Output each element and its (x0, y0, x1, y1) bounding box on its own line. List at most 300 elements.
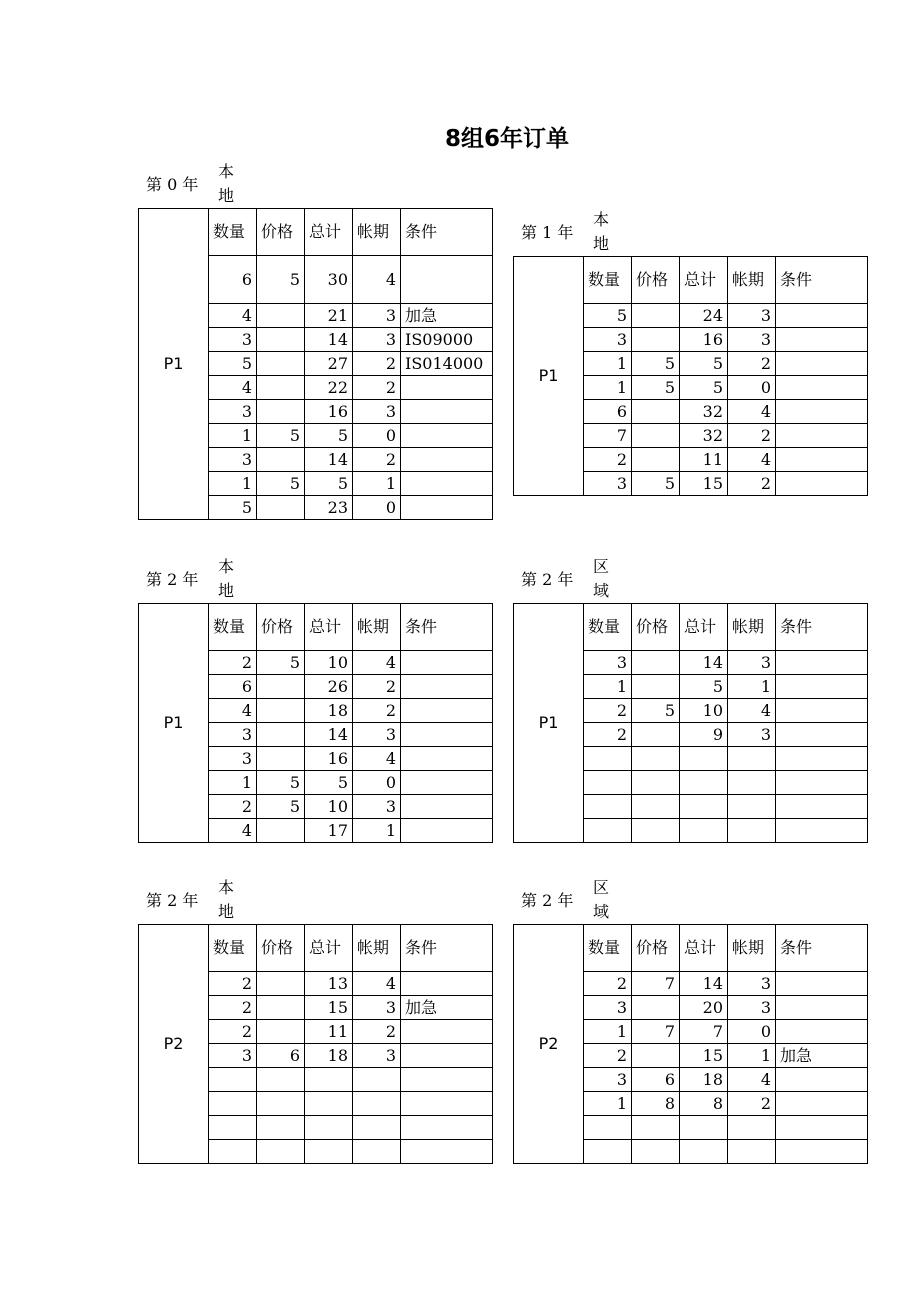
table-header-row (514, 604, 868, 651)
column-header: 条件 (776, 925, 868, 972)
value-cell: 2 (353, 699, 401, 723)
value-cell: 3 (353, 1044, 401, 1068)
condition-cell (401, 448, 493, 472)
value-cell (632, 651, 680, 675)
condition-cell (401, 1068, 493, 1092)
condition-cell (401, 699, 493, 723)
value-cell: 3 (728, 651, 776, 675)
value-cell: 5 (632, 376, 680, 400)
column-header: 帐期 (728, 925, 776, 972)
value-cell: 14 (680, 651, 728, 675)
value-cell: 2 (353, 376, 401, 400)
value-cell (257, 723, 305, 747)
value-cell (680, 771, 728, 795)
value-cell: 16 (305, 400, 353, 424)
value-cell: 3 (728, 328, 776, 352)
condition-cell: 加急 (401, 304, 493, 328)
condition-cell (776, 1020, 868, 1044)
condition-cell (776, 1068, 868, 1092)
condition-cell (776, 819, 868, 843)
value-cell: 17 (305, 819, 353, 843)
condition-cell (776, 771, 868, 795)
value-cell (257, 1068, 305, 1092)
value-cell (353, 1092, 401, 1116)
value-cell: 5 (680, 352, 728, 376)
order-block (513, 208, 868, 496)
column-header: 总计 (680, 925, 728, 972)
order-block (138, 160, 493, 520)
order-table (138, 208, 493, 520)
value-cell: 5 (680, 376, 728, 400)
value-cell (680, 747, 728, 771)
column-header: 数量 (209, 209, 257, 256)
value-cell: 0 (353, 771, 401, 795)
condition-cell (401, 747, 493, 771)
value-cell: 4 (353, 256, 401, 304)
region-label: 本地 (218, 162, 235, 205)
value-cell (632, 819, 680, 843)
value-cell: 27 (305, 352, 353, 376)
column-header: 价格 (257, 925, 305, 972)
value-cell: 3 (584, 472, 632, 496)
table-header-row (514, 257, 868, 304)
value-cell: 5 (680, 675, 728, 699)
value-cell: 2 (209, 996, 257, 1020)
value-cell: 7 (632, 1020, 680, 1044)
value-cell: 1 (584, 1092, 632, 1116)
value-cell (584, 747, 632, 771)
condition-cell (776, 472, 868, 496)
table-header-row (139, 604, 493, 651)
condition-cell (776, 376, 868, 400)
value-cell: 2 (728, 1092, 776, 1116)
value-cell: 3 (209, 400, 257, 424)
value-cell: 24 (680, 304, 728, 328)
value-cell: 5 (257, 472, 305, 496)
condition-cell (776, 1092, 868, 1116)
value-cell (632, 448, 680, 472)
value-cell: 2 (209, 1020, 257, 1044)
value-cell: 5 (305, 771, 353, 795)
block-header (513, 208, 868, 256)
value-cell: 5 (257, 651, 305, 675)
product-cell: P1 (139, 209, 209, 520)
condition-cell (401, 675, 493, 699)
value-cell (209, 1140, 257, 1164)
column-header: 数量 (584, 257, 632, 304)
value-cell (584, 1116, 632, 1140)
value-cell: 5 (257, 771, 305, 795)
condition-cell (776, 795, 868, 819)
condition-cell (401, 819, 493, 843)
value-cell (257, 328, 305, 352)
value-cell: 5 (632, 699, 680, 723)
column-header: 帐期 (728, 257, 776, 304)
value-cell: 22 (305, 376, 353, 400)
value-cell (257, 699, 305, 723)
value-cell: 3 (209, 747, 257, 771)
value-cell: 2 (584, 723, 632, 747)
year-label: 第 2 年 (146, 570, 199, 589)
value-cell: 4 (209, 699, 257, 723)
value-cell: 0 (728, 376, 776, 400)
region-label: 区域 (593, 878, 610, 921)
value-cell: 4 (728, 448, 776, 472)
column-header: 价格 (632, 257, 680, 304)
value-cell (584, 819, 632, 843)
value-cell: 5 (584, 304, 632, 328)
column-header: 价格 (632, 604, 680, 651)
value-cell: 1 (353, 819, 401, 843)
condition-cell (401, 424, 493, 448)
value-cell: 3 (584, 651, 632, 675)
condition-cell (776, 328, 868, 352)
column-header: 帐期 (353, 209, 401, 256)
value-cell: 5 (305, 424, 353, 448)
value-cell: 3 (728, 723, 776, 747)
value-cell: 11 (680, 448, 728, 472)
value-cell: 3 (584, 1068, 632, 1092)
product-cell: P2 (514, 925, 584, 1164)
product-cell: P2 (139, 925, 209, 1164)
value-cell: 5 (632, 472, 680, 496)
value-cell (257, 352, 305, 376)
value-cell: 15 (680, 1044, 728, 1068)
column-header: 总计 (680, 257, 728, 304)
value-cell: 0 (728, 1020, 776, 1044)
value-cell (632, 675, 680, 699)
value-cell: 10 (305, 651, 353, 675)
column-header: 帐期 (353, 925, 401, 972)
block-header (513, 555, 868, 603)
value-cell: 1 (209, 472, 257, 496)
value-cell (257, 972, 305, 996)
value-cell: 5 (209, 496, 257, 520)
value-cell (632, 304, 680, 328)
value-cell: 8 (680, 1092, 728, 1116)
column-header: 条件 (401, 925, 493, 972)
value-cell: 18 (305, 1044, 353, 1068)
value-cell: 1 (728, 1044, 776, 1068)
value-cell: 3 (584, 996, 632, 1020)
table-header-row (139, 209, 493, 256)
condition-cell (776, 747, 868, 771)
value-cell: 32 (680, 400, 728, 424)
value-cell: 1 (584, 352, 632, 376)
column-header: 总计 (305, 604, 353, 651)
column-header: 数量 (209, 604, 257, 651)
value-cell: 3 (209, 723, 257, 747)
value-cell (584, 1140, 632, 1164)
column-header: 条件 (776, 604, 868, 651)
condition-cell: IS014000 (401, 352, 493, 376)
value-cell: 2 (728, 472, 776, 496)
value-cell (209, 1068, 257, 1092)
value-cell (209, 1092, 257, 1116)
value-cell: 15 (305, 996, 353, 1020)
condition-cell (776, 699, 868, 723)
value-cell (728, 1140, 776, 1164)
condition-cell (401, 1092, 493, 1116)
column-header: 价格 (632, 925, 680, 972)
product-cell: P1 (514, 604, 584, 843)
value-cell (632, 400, 680, 424)
column-header: 价格 (257, 209, 305, 256)
value-cell: 18 (305, 699, 353, 723)
column-header: 总计 (305, 209, 353, 256)
value-cell: 2 (209, 972, 257, 996)
value-cell: 6 (632, 1068, 680, 1092)
value-cell (584, 795, 632, 819)
value-cell (680, 1140, 728, 1164)
value-cell: 2 (353, 352, 401, 376)
value-cell (257, 400, 305, 424)
value-cell: 13 (305, 972, 353, 996)
value-cell: 5 (209, 352, 257, 376)
value-cell: 5 (632, 352, 680, 376)
value-cell: 3 (728, 996, 776, 1020)
value-cell (305, 1092, 353, 1116)
value-cell: 4 (209, 819, 257, 843)
value-cell: 2 (728, 424, 776, 448)
condition-cell (401, 1116, 493, 1140)
value-cell: 8 (632, 1092, 680, 1116)
value-cell: 3 (353, 400, 401, 424)
column-header: 数量 (209, 925, 257, 972)
value-cell: 6 (257, 1044, 305, 1068)
condition-cell: 加急 (401, 996, 493, 1020)
value-cell (632, 771, 680, 795)
value-cell: 2 (353, 1020, 401, 1044)
value-cell: 5 (257, 256, 305, 304)
value-cell: 7 (632, 972, 680, 996)
value-cell: 5 (257, 424, 305, 448)
value-cell (257, 376, 305, 400)
value-cell: 3 (353, 795, 401, 819)
value-cell (728, 771, 776, 795)
condition-cell (776, 1140, 868, 1164)
condition-cell (776, 723, 868, 747)
value-cell (728, 1116, 776, 1140)
value-cell: 3 (209, 448, 257, 472)
year-label: 第 0 年 (146, 175, 199, 194)
value-cell (632, 996, 680, 1020)
value-cell (632, 747, 680, 771)
condition-cell (776, 448, 868, 472)
value-cell (257, 675, 305, 699)
value-cell (632, 424, 680, 448)
region-label: 本地 (218, 878, 235, 921)
value-cell (353, 1116, 401, 1140)
value-cell: 4 (728, 400, 776, 424)
value-cell: 7 (680, 1020, 728, 1044)
value-cell (257, 1140, 305, 1164)
page-title: 8组6年订单 (444, 126, 569, 152)
value-cell: 16 (680, 328, 728, 352)
value-cell (257, 996, 305, 1020)
value-cell: 6 (584, 400, 632, 424)
condition-cell (776, 400, 868, 424)
column-header: 帐期 (728, 604, 776, 651)
block-header (138, 876, 493, 924)
value-cell (680, 795, 728, 819)
value-cell: 6 (209, 675, 257, 699)
condition-cell (401, 472, 493, 496)
value-cell: 1 (209, 771, 257, 795)
order-block (513, 876, 868, 1164)
year-label: 第 1 年 (521, 223, 574, 242)
order-table (513, 256, 868, 496)
value-cell: 26 (305, 675, 353, 699)
value-cell: 3 (353, 328, 401, 352)
condition-cell (776, 424, 868, 448)
column-header: 条件 (401, 604, 493, 651)
value-cell: 14 (680, 972, 728, 996)
value-cell: 14 (305, 723, 353, 747)
value-cell: 4 (728, 1068, 776, 1092)
value-cell: 3 (353, 996, 401, 1020)
value-cell (257, 819, 305, 843)
value-cell: 3 (584, 328, 632, 352)
condition-cell (401, 771, 493, 795)
year-label: 第 2 年 (521, 891, 574, 910)
value-cell (257, 747, 305, 771)
condition-cell: IS09000 (401, 328, 493, 352)
value-cell (584, 771, 632, 795)
value-cell: 3 (209, 1044, 257, 1068)
condition-cell (401, 376, 493, 400)
value-cell: 1 (584, 376, 632, 400)
value-cell: 10 (305, 795, 353, 819)
value-cell: 4 (728, 699, 776, 723)
value-cell: 23 (305, 496, 353, 520)
value-cell (728, 795, 776, 819)
condition-cell (401, 256, 493, 304)
value-cell (257, 496, 305, 520)
condition-cell (401, 400, 493, 424)
value-cell: 6 (209, 256, 257, 304)
condition-cell (401, 1044, 493, 1068)
value-cell: 1 (584, 675, 632, 699)
condition-cell (776, 651, 868, 675)
order-block (138, 555, 493, 843)
value-cell (257, 1020, 305, 1044)
value-cell: 1 (728, 675, 776, 699)
value-cell (257, 1092, 305, 1116)
value-cell: 20 (680, 996, 728, 1020)
value-cell: 4 (353, 972, 401, 996)
column-header: 数量 (584, 925, 632, 972)
value-cell (632, 795, 680, 819)
value-cell (728, 747, 776, 771)
value-cell (632, 1140, 680, 1164)
value-cell: 32 (680, 424, 728, 448)
value-cell: 2 (209, 795, 257, 819)
value-cell: 2 (353, 675, 401, 699)
value-cell: 14 (305, 448, 353, 472)
value-cell: 5 (305, 472, 353, 496)
value-cell: 4 (353, 747, 401, 771)
value-cell: 4 (209, 304, 257, 328)
value-cell: 15 (680, 472, 728, 496)
condition-cell (401, 1140, 493, 1164)
condition-cell (776, 675, 868, 699)
value-cell (305, 1116, 353, 1140)
value-cell: 2 (728, 352, 776, 376)
value-cell (257, 448, 305, 472)
value-cell (632, 1116, 680, 1140)
value-cell: 18 (680, 1068, 728, 1092)
region-label: 区域 (593, 557, 610, 600)
value-cell: 9 (680, 723, 728, 747)
value-cell (257, 304, 305, 328)
value-cell (632, 723, 680, 747)
value-cell: 3 (728, 972, 776, 996)
order-table (513, 924, 868, 1164)
column-header: 总计 (680, 604, 728, 651)
region-label: 本地 (218, 557, 235, 600)
condition-cell (401, 1020, 493, 1044)
column-header: 价格 (257, 604, 305, 651)
condition-cell (401, 972, 493, 996)
value-cell (353, 1068, 401, 1092)
column-header: 总计 (305, 925, 353, 972)
condition-cell (401, 723, 493, 747)
product-cell: P1 (139, 604, 209, 843)
condition-cell (776, 972, 868, 996)
value-cell: 0 (353, 424, 401, 448)
value-cell: 3 (353, 723, 401, 747)
value-cell: 2 (209, 651, 257, 675)
value-cell: 3 (728, 304, 776, 328)
order-table (513, 603, 868, 843)
value-cell: 30 (305, 256, 353, 304)
value-cell (353, 1140, 401, 1164)
order-block (513, 555, 868, 843)
value-cell (209, 1116, 257, 1140)
table-header-row (139, 925, 493, 972)
condition-cell (776, 1116, 868, 1140)
value-cell (305, 1140, 353, 1164)
value-cell: 3 (209, 328, 257, 352)
value-cell: 3 (353, 304, 401, 328)
condition-cell (401, 795, 493, 819)
value-cell (257, 1116, 305, 1140)
product-cell: P1 (514, 257, 584, 496)
value-cell: 5 (257, 795, 305, 819)
order-table (138, 603, 493, 843)
condition-cell: 加急 (776, 1044, 868, 1068)
column-header: 数量 (584, 604, 632, 651)
year-label: 第 2 年 (521, 570, 574, 589)
value-cell: 21 (305, 304, 353, 328)
value-cell: 10 (680, 699, 728, 723)
value-cell: 7 (584, 424, 632, 448)
value-cell: 1 (584, 1020, 632, 1044)
value-cell: 4 (209, 376, 257, 400)
value-cell: 16 (305, 747, 353, 771)
table-header-row (514, 925, 868, 972)
block-header (513, 876, 868, 924)
column-header: 帐期 (353, 604, 401, 651)
value-cell (305, 1068, 353, 1092)
value-cell (632, 328, 680, 352)
column-header: 条件 (401, 209, 493, 256)
value-cell: 14 (305, 328, 353, 352)
column-header: 条件 (776, 257, 868, 304)
value-cell (680, 819, 728, 843)
value-cell: 4 (353, 651, 401, 675)
